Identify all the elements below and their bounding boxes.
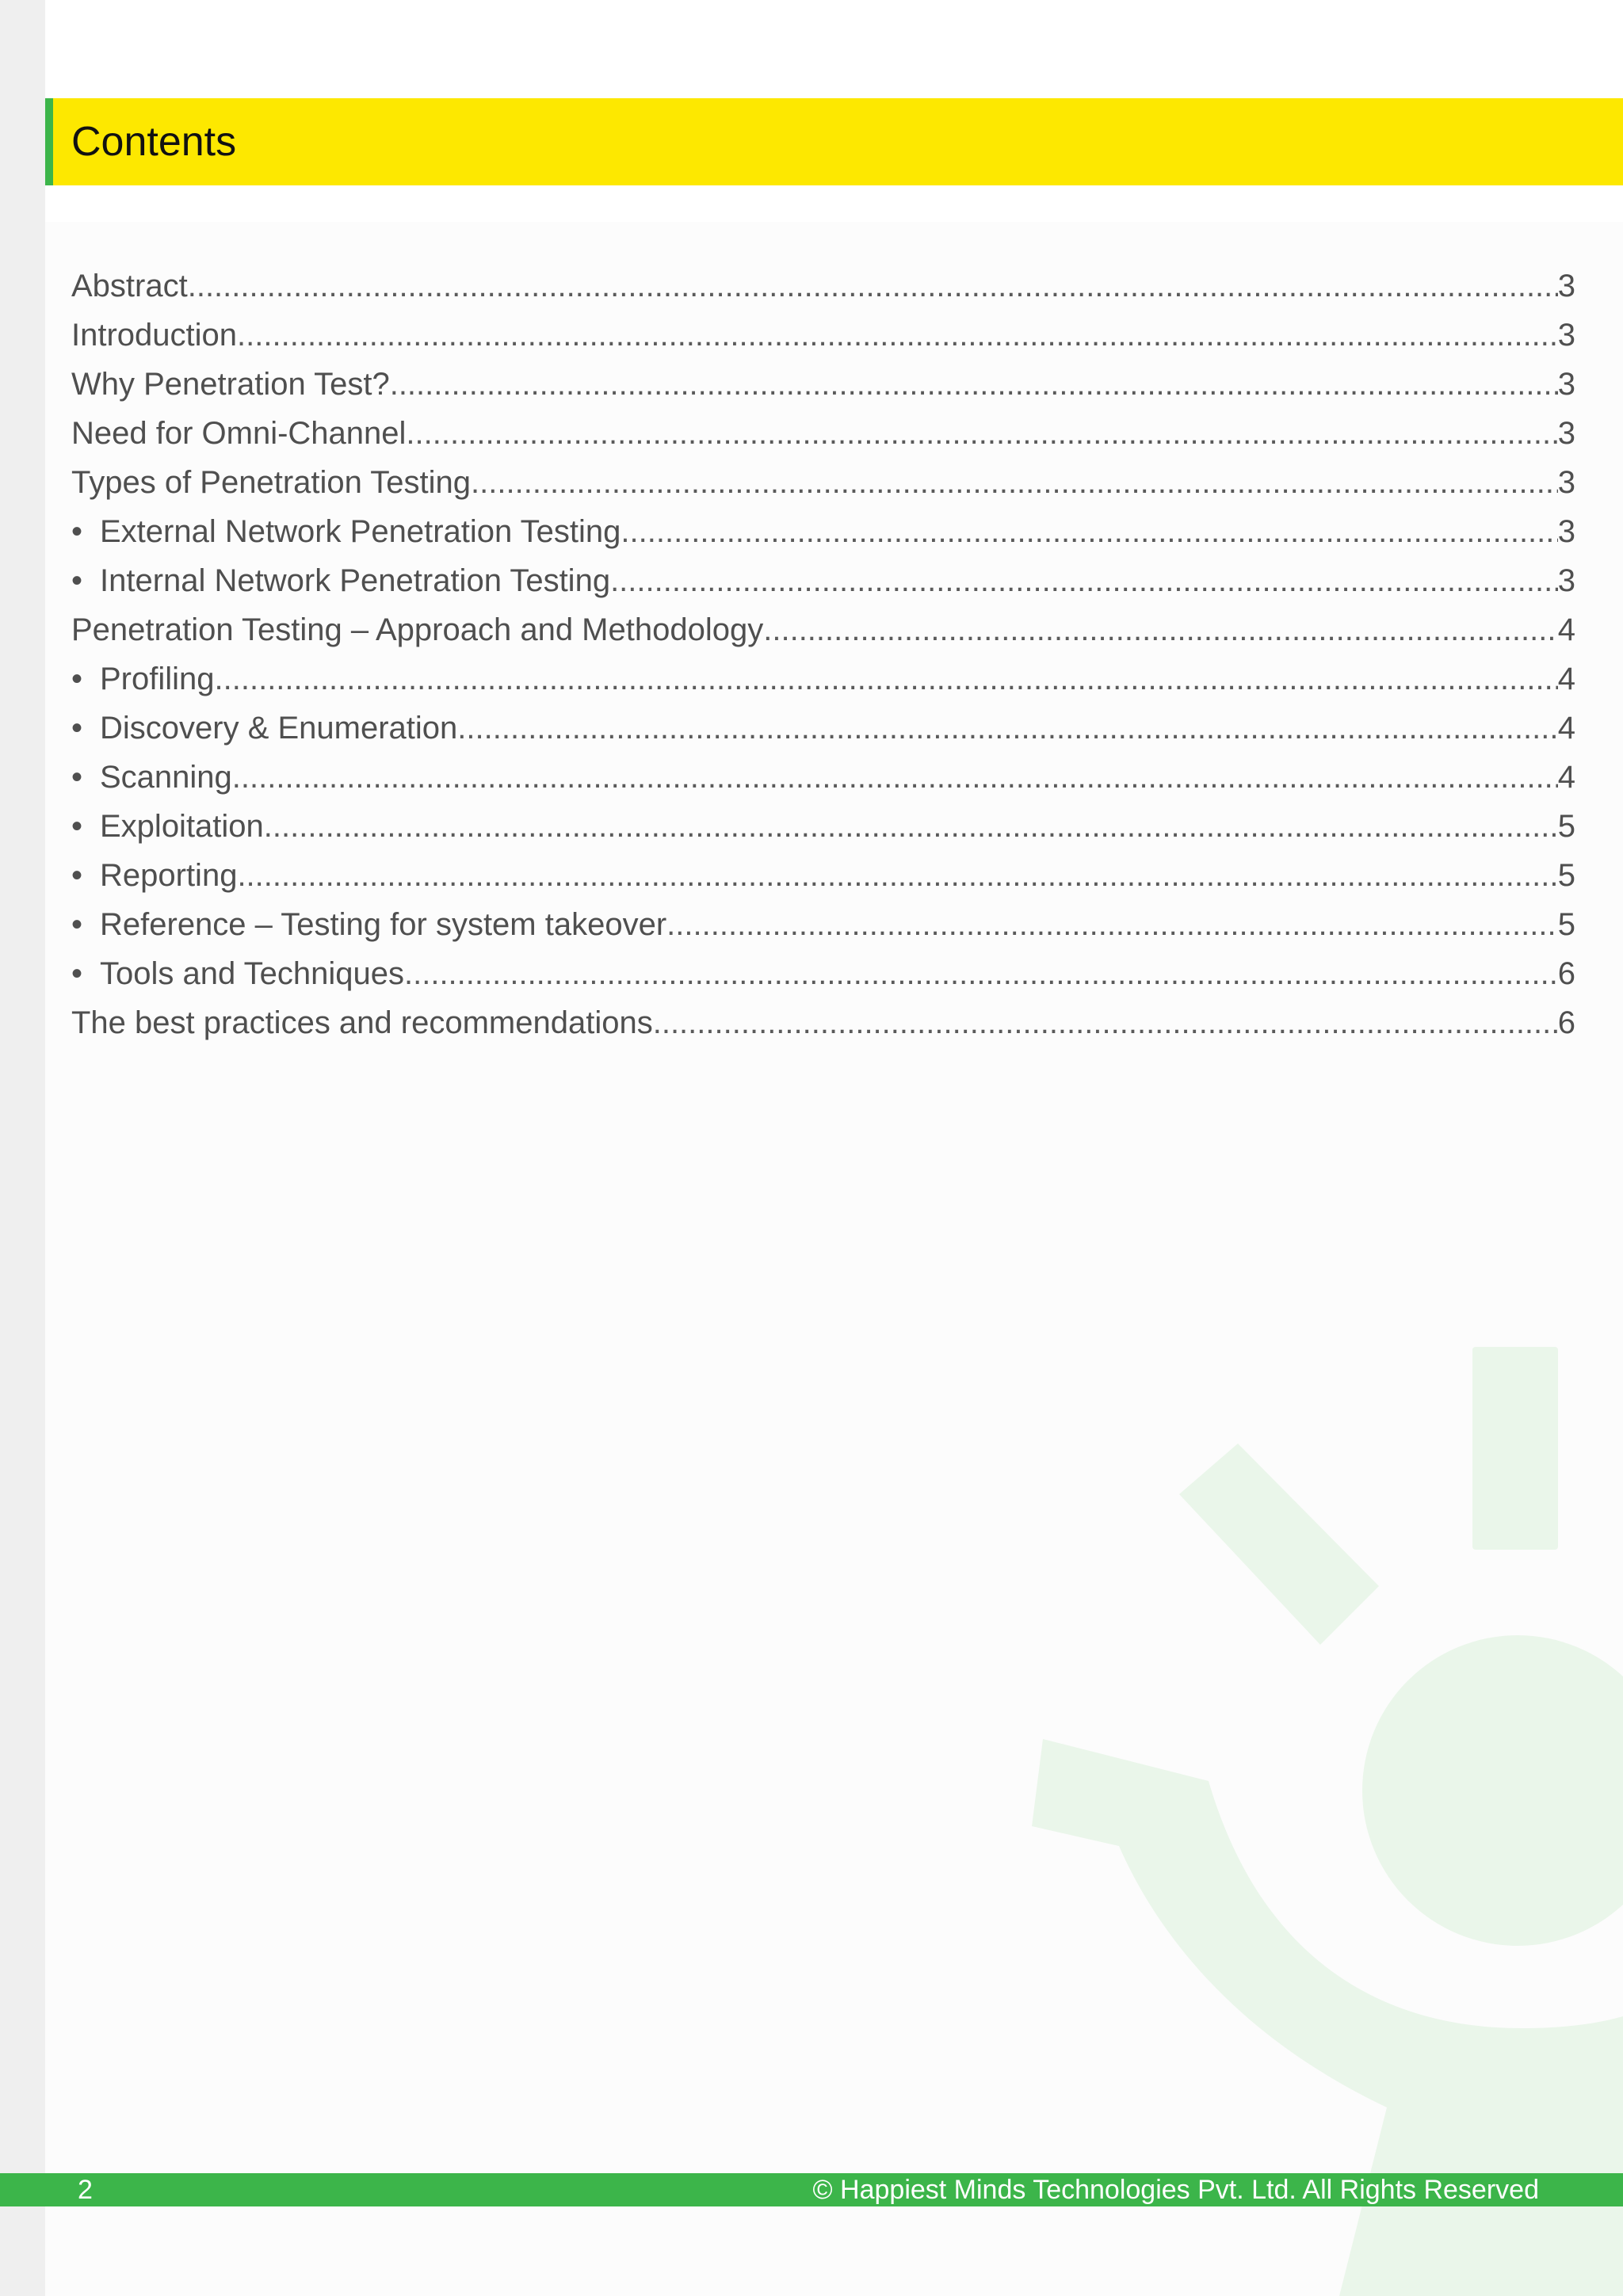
toc-dot-leader: [666, 900, 1558, 949]
toc-entry[interactable]: [71, 458, 1575, 507]
toc-entry-page-number: 3: [1557, 269, 1575, 303]
toc-entry[interactable]: [71, 900, 1575, 949]
toc-dot-leader: [264, 802, 1558, 851]
toc-dot-leader: [237, 851, 1557, 900]
toc-entry[interactable]: [71, 802, 1575, 851]
toc-entry[interactable]: [71, 556, 1575, 605]
toc-dot-leader: [610, 556, 1558, 605]
toc-entry-page-number: 3: [1557, 514, 1575, 549]
toc-entry-label: Reporting: [100, 858, 238, 893]
toc-dot-leader: [404, 949, 1558, 998]
toc-entry-page-number: 4: [1557, 760, 1575, 795]
toc-entry-label: The best practices and recommendations: [71, 1005, 653, 1040]
toc-entry-label: Discovery & Enumeration: [100, 711, 458, 746]
toc-entry-page-number: 4: [1557, 662, 1575, 696]
toc-dot-leader: [215, 654, 1558, 704]
toc-entry-page-number: 3: [1557, 318, 1575, 353]
toc-entry-page-number: 5: [1557, 858, 1575, 893]
header-accent-stripe: [45, 98, 53, 185]
toc-entry-page-number: 5: [1557, 809, 1575, 844]
toc-entry[interactable]: [71, 704, 1575, 753]
toc-entry-page-number: 5: [1557, 907, 1575, 942]
toc-entry-page-number: 3: [1557, 465, 1575, 500]
footer-copyright: © Happiest Minds Technologies Pvt. Ltd. All Rights Reserved: [812, 2175, 1539, 2205]
toc-dot-leader: [457, 704, 1557, 753]
toc-entry-label: Internal Network Penetration Testing: [100, 563, 611, 598]
contents-header-bar: [45, 98, 1623, 185]
toc-dot-leader: [471, 458, 1558, 507]
toc-entry-page-number: 3: [1557, 563, 1575, 598]
toc-entry-label: Why Penetration Test?: [71, 367, 390, 402]
toc-entry-page-number: 3: [1557, 367, 1575, 402]
toc-entry[interactable]: [71, 360, 1575, 409]
toc-entry-label: Reference – Testing for system takeover: [100, 907, 667, 942]
footer-page-number: 2: [78, 2175, 93, 2205]
toc-entry-label: External Network Penetration Testing: [100, 514, 621, 549]
table-of-contents: [71, 261, 1575, 1047]
toc-dot-leader: [406, 409, 1557, 458]
bullet-icon: •: [71, 760, 83, 795]
toc-entry[interactable]: [71, 409, 1575, 458]
page-margin: [0, 0, 45, 2296]
toc-dot-leader: [653, 998, 1558, 1047]
bullet-icon: •: [71, 563, 83, 598]
toc-entry[interactable]: [71, 998, 1575, 1047]
toc-entry[interactable]: [71, 261, 1575, 311]
toc-dot-leader: [232, 753, 1558, 802]
toc-dot-leader: [390, 360, 1558, 409]
toc-entry[interactable]: [71, 753, 1575, 802]
bullet-icon: •: [71, 858, 83, 893]
toc-entry-label: Introduction: [71, 318, 238, 353]
toc-entry-label: Penetration Testing – Approach and Methodology: [71, 612, 764, 647]
toc-dot-leader: [188, 261, 1558, 311]
toc-entry-label: Scanning: [100, 760, 232, 795]
toc-entry-page-number: 3: [1557, 416, 1575, 451]
toc-entry-page-number: 6: [1557, 1005, 1575, 1040]
toc-entry-label: Need for Omni-Channel: [71, 416, 407, 451]
bullet-icon: •: [71, 809, 83, 844]
toc-entry-label: Tools and Techniques: [100, 956, 404, 991]
bullet-icon: •: [71, 956, 83, 991]
bullet-icon: •: [71, 907, 83, 942]
toc-entry-page-number: 6: [1557, 956, 1575, 991]
toc-entry-page-number: 4: [1557, 612, 1575, 647]
toc-entry-label: Abstract: [71, 269, 188, 303]
bullet-icon: •: [71, 662, 83, 696]
toc-entry-label: Profiling: [100, 662, 215, 696]
toc-entry[interactable]: [71, 311, 1575, 360]
sun-logo-watermark-icon: [1014, 1331, 1623, 2296]
bullet-icon: •: [71, 514, 83, 549]
toc-dot-leader: [763, 605, 1558, 654]
toc-dot-leader: [237, 311, 1558, 360]
toc-entry-label: Exploitation: [100, 809, 264, 844]
bullet-icon: •: [71, 711, 83, 746]
toc-entry[interactable]: [71, 851, 1575, 900]
toc-dot-leader: [621, 507, 1557, 556]
toc-entry[interactable]: [71, 949, 1575, 998]
toc-entry-label: Types of Penetration Testing: [71, 465, 472, 500]
toc-entry[interactable]: [71, 507, 1575, 556]
toc-entry[interactable]: [71, 654, 1575, 704]
toc-entry[interactable]: [71, 605, 1575, 654]
page-title: Contents: [71, 119, 237, 165]
toc-entry-page-number: 4: [1557, 711, 1575, 746]
